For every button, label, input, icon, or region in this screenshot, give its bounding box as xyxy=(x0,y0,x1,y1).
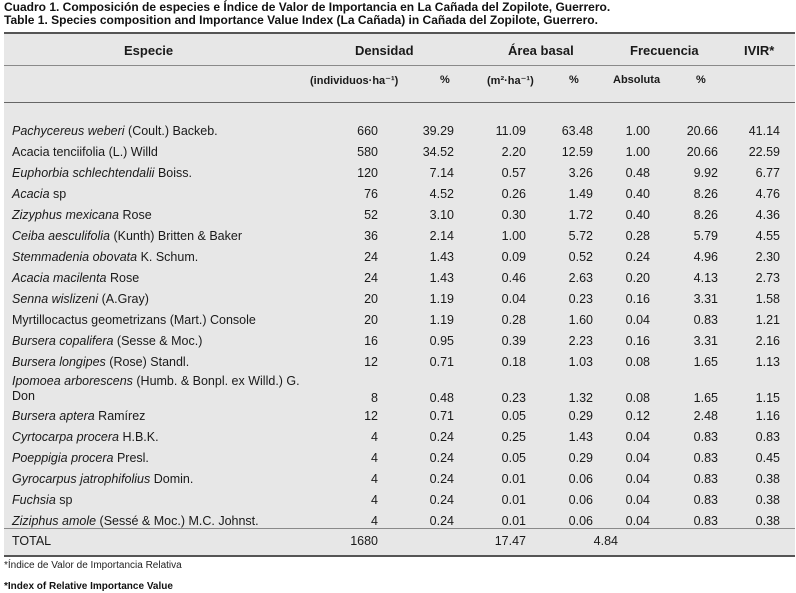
ivir-value: 2.73 xyxy=(755,271,780,285)
total-label: TOTAL xyxy=(12,534,52,548)
species-name xyxy=(12,145,158,159)
area-pct: 1.60 xyxy=(568,313,593,327)
density: 76 xyxy=(364,187,378,201)
frequency-abs: 0.12 xyxy=(625,409,650,423)
species-author: Rose xyxy=(119,208,152,222)
area-pct: 1.49 xyxy=(568,187,593,201)
frequency-pct: 0.83 xyxy=(693,430,718,444)
frequency-pct: 0.83 xyxy=(693,514,718,528)
area-basal: 0.18 xyxy=(501,355,526,369)
species-genus: Ziziphus amole xyxy=(12,514,97,528)
species-name xyxy=(12,313,256,327)
density: 4 xyxy=(371,493,378,507)
density: 120 xyxy=(357,166,378,180)
area-basal: 0.01 xyxy=(501,472,526,486)
total-density: 1680 xyxy=(350,534,378,548)
area-basal: 2.20 xyxy=(501,145,526,159)
area-pct: 12.59 xyxy=(561,145,593,159)
area-basal: 0.23 xyxy=(501,391,526,405)
frequency-abs: 0.04 xyxy=(625,514,650,528)
area-pct: 0.06 xyxy=(568,472,593,486)
frequency-abs: 0.16 xyxy=(625,292,650,306)
frequency-pct: 20.66 xyxy=(686,145,718,159)
area-pct: 1.03 xyxy=(568,355,593,369)
area-basal: 0.30 xyxy=(501,208,526,222)
frequency-pct: 8.26 xyxy=(693,208,718,222)
species-name xyxy=(12,208,152,222)
species-name xyxy=(12,409,145,423)
frequency-pct: 0.83 xyxy=(693,493,718,507)
species-genus: Cyrtocarpa procera xyxy=(12,430,119,444)
density: 20 xyxy=(364,313,378,327)
caption-english: Table 1. Species composition and Importance Value Index (La Cañada) in Cañada del Zopilote, Guerrero. xyxy=(4,13,598,27)
species-name xyxy=(12,334,202,348)
ivir-value: 2.30 xyxy=(755,250,780,264)
frequency-pct: 5.79 xyxy=(693,229,718,243)
density: 4 xyxy=(371,430,378,444)
area-basal: 11.09 xyxy=(495,124,526,138)
ivir-value: 1.21 xyxy=(755,313,780,327)
species-table xyxy=(4,32,795,557)
frequency-pct: 4.96 xyxy=(693,250,718,264)
header-bottom-rule xyxy=(4,102,795,103)
species-author: Rose xyxy=(106,271,140,285)
species-name xyxy=(12,472,193,486)
density-pct: 4.52 xyxy=(429,187,454,201)
species-author: H.B.K. xyxy=(119,430,159,444)
header-freq-pct: % xyxy=(696,74,706,86)
density: 24 xyxy=(364,250,378,264)
species-genus: Gyrocarpus jatrophifolius xyxy=(12,472,151,486)
density-pct: 0.24 xyxy=(429,451,454,465)
ivir-value: 4.55 xyxy=(755,229,780,243)
density-pct: 0.71 xyxy=(429,409,454,423)
density: 660 xyxy=(357,124,378,138)
density-pct: 34.52 xyxy=(422,145,454,159)
frequency-abs: 0.04 xyxy=(625,451,650,465)
frequency-abs: 0.20 xyxy=(625,271,650,285)
species-name xyxy=(12,514,259,528)
density: 36 xyxy=(364,229,378,243)
total-divider xyxy=(4,528,795,529)
species-name xyxy=(12,355,189,369)
species-genus: Bursera longipes xyxy=(12,355,106,369)
density-pct: 1.19 xyxy=(429,292,454,306)
frequency-abs: 0.28 xyxy=(625,229,650,243)
header-frecuencia: Frecuencia xyxy=(630,43,699,58)
density: 4 xyxy=(371,451,378,465)
area-basal: 0.04 xyxy=(501,292,526,306)
frequency-pct: 2.48 xyxy=(693,409,718,423)
frequency-pct: 8.26 xyxy=(693,187,718,201)
frequency-abs: 0.40 xyxy=(625,208,650,222)
frequency-pct: 3.31 xyxy=(693,292,718,306)
species-author: Domin. xyxy=(150,472,194,486)
header-density-unit: (individuos·ha⁻¹) xyxy=(310,75,399,87)
frequency-pct: 0.83 xyxy=(693,313,718,327)
frequency-pct: 0.83 xyxy=(693,451,718,465)
species-genus: Bursera copalifera xyxy=(12,334,114,348)
frequency-pct: 1.65 xyxy=(693,355,718,369)
species-author: sp xyxy=(49,187,67,201)
area-pct: 5.72 xyxy=(568,229,593,243)
area-basal: 0.46 xyxy=(501,271,526,285)
area-pct: 0.23 xyxy=(568,292,593,306)
species-genus: Zizyphus mexicana xyxy=(12,208,119,222)
density-pct: 1.19 xyxy=(429,313,454,327)
density: 4 xyxy=(371,472,378,486)
density: 16 xyxy=(364,334,378,348)
density: 24 xyxy=(364,271,378,285)
footnote-english: *Index of Relative Importance Value xyxy=(4,581,173,592)
species-genus: Stemmadenia obovata xyxy=(12,250,138,264)
frequency-abs: 0.24 xyxy=(625,250,650,264)
species-genus: Poeppigia procera xyxy=(12,451,114,465)
area-basal: 0.25 xyxy=(501,430,526,444)
density-pct: 39.29 xyxy=(422,124,454,138)
density: 4 xyxy=(371,514,378,528)
frequency-pct: 9.92 xyxy=(693,166,718,180)
frequency-abs: 0.16 xyxy=(625,334,650,348)
header-area-pct: % xyxy=(569,74,579,86)
area-basal: 0.01 xyxy=(501,493,526,507)
frequency-abs: 0.04 xyxy=(625,472,650,486)
species-author: (A.Gray) xyxy=(98,292,149,306)
area-basal: 0.09 xyxy=(501,250,526,264)
ivir-value: 22.59 xyxy=(748,145,780,159)
area-pct: 2.63 xyxy=(568,271,593,285)
species-genus: Senna wislizeni xyxy=(12,292,99,306)
species-author: (Coult.) Backeb. xyxy=(124,124,218,138)
frequency-abs: 1.00 xyxy=(625,145,650,159)
area-basal: 0.28 xyxy=(501,313,526,327)
species-name xyxy=(12,451,149,465)
species-genus: Euphorbia schlechtendalii xyxy=(12,166,155,180)
density-pct: 0.48 xyxy=(429,391,454,405)
species-name xyxy=(12,229,242,243)
ivir-value: 4.36 xyxy=(755,208,780,222)
header-area-unit: (m²·ha⁻¹) xyxy=(487,75,534,87)
area-pct: 0.29 xyxy=(568,409,593,423)
area-pct: 3.26 xyxy=(568,166,593,180)
species-author: Myrtillocactus geometrizans (Mart.) Console xyxy=(12,313,256,327)
header-divider xyxy=(4,65,795,66)
area-pct: 0.29 xyxy=(568,451,593,465)
density-pct: 7.14 xyxy=(429,166,454,180)
ivir-value: 2.16 xyxy=(755,334,780,348)
area-pct: 1.32 xyxy=(568,391,593,405)
footnote-spanish: *Índice de Valor de Importancia Relativa xyxy=(4,560,182,571)
species-name xyxy=(12,271,139,285)
species-name xyxy=(12,493,72,507)
total-area: 17.47 xyxy=(494,534,526,548)
species-name xyxy=(12,124,218,138)
density: 12 xyxy=(364,409,378,423)
species-genus: Ipomoea arborescens xyxy=(12,374,133,388)
density: 52 xyxy=(364,208,378,222)
area-basal: 0.26 xyxy=(501,187,526,201)
frequency-pct: 1.65 xyxy=(693,391,718,405)
species-name xyxy=(12,187,66,201)
species-author: Presl. xyxy=(113,451,149,465)
species-genus: Ceiba aesculifolia xyxy=(12,229,110,243)
density-pct: 0.71 xyxy=(429,355,454,369)
area-basal: 0.39 xyxy=(501,334,526,348)
species-name xyxy=(12,292,149,306)
species-name xyxy=(12,250,198,264)
area-pct: 63.48 xyxy=(561,124,593,138)
density-pct: 0.24 xyxy=(429,430,454,444)
frequency-abs: 0.08 xyxy=(625,391,650,405)
species-author: (Sesse & Moc.) xyxy=(113,334,203,348)
frequency-abs: 0.04 xyxy=(625,313,650,327)
header-densidad: Densidad xyxy=(355,43,414,58)
species-genus: Fuchsia xyxy=(12,493,56,507)
species-name xyxy=(12,166,192,180)
density-pct: 0.24 xyxy=(429,493,454,507)
density-pct: 2.14 xyxy=(429,229,454,243)
density-pct: 0.24 xyxy=(429,472,454,486)
species-author: Acacia tenciifolia (L.) Willd xyxy=(12,145,158,159)
header-area-basal: Área basal xyxy=(508,43,574,58)
species-genus: Acacia macilenta xyxy=(12,271,107,285)
frequency-abs: 0.40 xyxy=(625,187,650,201)
area-basal: 0.57 xyxy=(501,166,526,180)
density-pct: 0.95 xyxy=(429,334,454,348)
species-genus: Pachycereus weberi xyxy=(12,124,125,138)
species-author: (Humb. & Bonpl. ex Willd.) G. Don xyxy=(12,374,300,403)
ivir-value: 0.83 xyxy=(755,430,780,444)
ivir-value: 0.38 xyxy=(755,472,780,486)
ivir-value: 0.38 xyxy=(755,514,780,528)
frequency-pct: 0.83 xyxy=(693,472,718,486)
species-author: Ramírez xyxy=(94,409,146,423)
frequency-abs: 1.00 xyxy=(625,124,650,138)
species-author: Boiss. xyxy=(154,166,192,180)
area-pct: 2.23 xyxy=(568,334,593,348)
header-ivir: IVIR* xyxy=(744,43,775,58)
area-basal: 0.05 xyxy=(501,451,526,465)
density: 8 xyxy=(371,391,378,405)
header-freq-abs: Absoluta xyxy=(613,74,661,86)
species-genus: Acacia xyxy=(12,187,50,201)
frequency-pct: 3.31 xyxy=(693,334,718,348)
ivir-value: 1.15 xyxy=(755,391,780,405)
area-pct: 0.06 xyxy=(568,493,593,507)
frequency-abs: 0.08 xyxy=(625,355,650,369)
header-density-pct: % xyxy=(440,74,450,86)
density-pct: 1.43 xyxy=(429,271,454,285)
frequency-pct: 4.13 xyxy=(693,271,718,285)
area-pct: 1.72 xyxy=(568,208,593,222)
species-name xyxy=(12,374,312,404)
ivir-value: 0.45 xyxy=(755,451,780,465)
species-author: (Kunth) Britten & Baker xyxy=(109,229,242,243)
area-pct: 1.43 xyxy=(568,430,593,444)
species-author: (Rose) Standl. xyxy=(105,355,190,369)
ivir-value: 1.58 xyxy=(755,292,780,306)
ivir-value: 4.76 xyxy=(755,187,780,201)
header-especie: Especie xyxy=(124,43,174,58)
density-pct: 0.24 xyxy=(429,514,454,528)
species-author: sp xyxy=(55,493,73,507)
density-pct: 1.43 xyxy=(429,250,454,264)
area-basal: 0.01 xyxy=(501,514,526,528)
density: 20 xyxy=(364,292,378,306)
ivir-value: 41.14 xyxy=(748,124,780,138)
area-basal: 1.00 xyxy=(501,229,526,243)
species-genus: Bursera aptera xyxy=(12,409,95,423)
area-basal: 0.05 xyxy=(501,409,526,423)
frequency-abs: 0.04 xyxy=(625,493,650,507)
frequency-abs: 0.04 xyxy=(625,430,650,444)
ivir-value: 0.38 xyxy=(755,493,780,507)
density-pct: 3.10 xyxy=(429,208,454,222)
caption-spanish: Cuadro 1. Composición de especies e Índice de Valor de Importancia en La Cañada del Zopilote, Guerrero. xyxy=(4,0,611,14)
area-pct: 0.06 xyxy=(568,514,593,528)
species-name xyxy=(12,430,159,444)
ivir-value: 1.16 xyxy=(755,409,780,423)
area-pct: 0.52 xyxy=(568,250,593,264)
total-frequency: 4.84 xyxy=(593,534,618,548)
density: 12 xyxy=(364,355,378,369)
ivir-value: 1.13 xyxy=(755,355,780,369)
density: 580 xyxy=(357,145,378,159)
species-author: K. Schum. xyxy=(137,250,199,264)
ivir-value: 6.77 xyxy=(755,166,780,180)
frequency-pct: 20.66 xyxy=(686,124,718,138)
frequency-abs: 0.48 xyxy=(625,166,650,180)
species-author: (Sessé & Moc.) M.C. Johnst. xyxy=(96,514,259,528)
